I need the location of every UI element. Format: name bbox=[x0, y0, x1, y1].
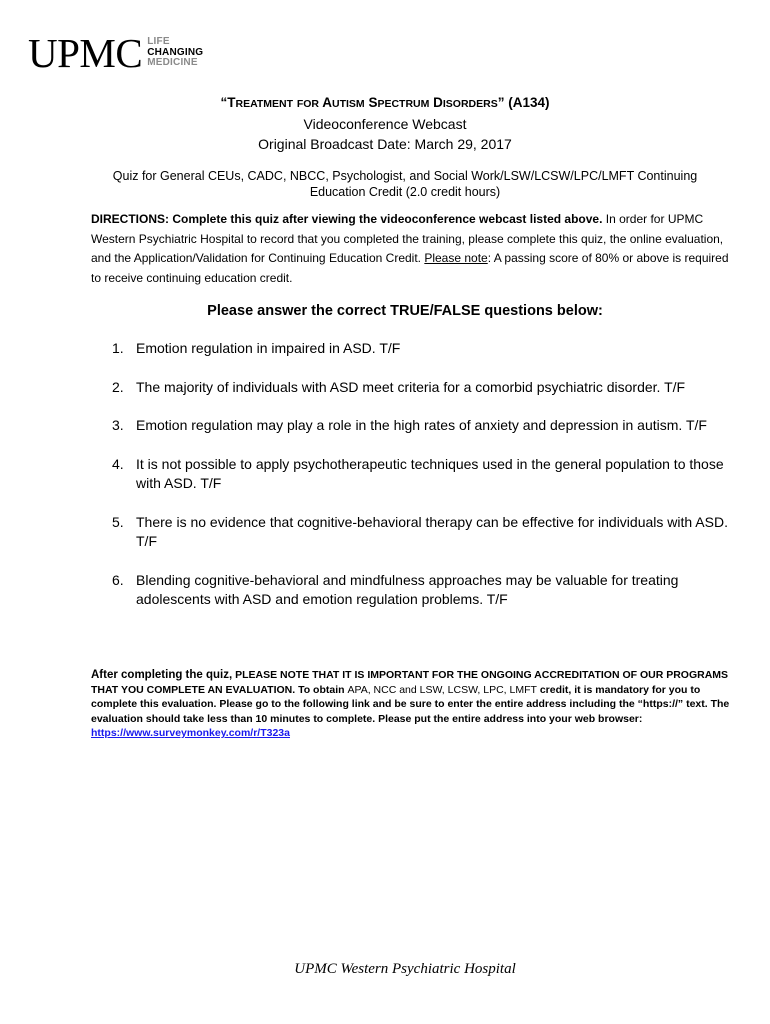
evaluation-instructions bbox=[91, 668, 731, 741]
question-item bbox=[112, 416, 732, 436]
question-text: Blending cognitive-behavioral and mindfulness approaches may be valuable for treating adolescents with ASD and emotion regulation problems. T/F bbox=[136, 571, 679, 607]
question-number: 6. bbox=[112, 571, 124, 588]
question-number: 1. bbox=[112, 340, 124, 356]
question-item bbox=[112, 455, 732, 494]
question-item bbox=[112, 571, 732, 610]
question-number: 3. bbox=[112, 417, 124, 433]
title-block bbox=[0, 93, 770, 154]
question-text: There is no evidence that cognitive-behavioral therapy can be effective for individuals with ASD. T/F bbox=[136, 513, 728, 549]
directions-paragraph bbox=[91, 210, 731, 288]
please-note-label: Please note bbox=[424, 251, 488, 265]
question-text: Emotion regulation may play a role in the high rates of anxiety and depression in autism. T/F bbox=[136, 417, 707, 433]
course-format: Videoconference Webcast bbox=[303, 116, 467, 132]
upmc-logo bbox=[28, 30, 204, 76]
passing-score-text: : A passing score of 80% or above is required to receive continuing education credit. bbox=[91, 251, 729, 285]
question-text: The majority of individuals with ASD meet criteria for a comorbid psychiatric disorder. T/F bbox=[136, 378, 686, 395]
page-footer: UPMC Western Psychiatric Hospital bbox=[294, 961, 516, 977]
logo-tagline-life: LIFE bbox=[147, 36, 170, 47]
directions-text: In order for UPMC Western Psychiatric Hospital to record that you completed the training, please complete this quiz, the online evaluation, and the Application/Validation for Continuing Education Credit. bbox=[91, 212, 724, 265]
broadcast-date: Original Broadcast Date: March 29, 2017 bbox=[258, 136, 512, 152]
logo-wordmark: UPMC bbox=[28, 30, 143, 76]
questions-heading: Please answer the correct TRUE/FALSE questions below: bbox=[207, 303, 603, 319]
evaluation-text-2: credit, it is mandatory for you to complete this evaluation. Please go to the following link and be sure to enter the entire address including the “https://” text. The evaluation should take less than 10 minutes to complete. Please put the entire address into your web browser: bbox=[91, 683, 730, 725]
logo-tagline bbox=[147, 37, 203, 69]
question-list bbox=[112, 339, 732, 629]
survey-link[interactable]: https://www.surveymonkey.com/r/T323a bbox=[91, 727, 290, 739]
evaluation-lead: After completing the quiz, bbox=[91, 669, 233, 681]
question-number: 4. bbox=[112, 455, 124, 472]
question-text: It is not possible to apply psychotherapeutic techniques used in the general population to those with ASD. T/F bbox=[136, 455, 724, 491]
question-number: 2. bbox=[112, 378, 124, 395]
question-item bbox=[112, 378, 732, 398]
question-number: 5. bbox=[112, 513, 124, 530]
logo-tagline-changing: CHANGING bbox=[147, 46, 204, 58]
question-item bbox=[112, 339, 732, 359]
evaluation-text-1: PLEASE NOTE THAT IT IS IMPORTANT FOR THE ONGOING ACCREDITATION OF OUR PROGRAMS THAT YOU COMPLETE AN EVALUATION. To obtain bbox=[91, 669, 729, 696]
directions-lead: DIRECTIONS: Complete this quiz after viewing the videoconference webcast listed above. bbox=[91, 212, 603, 226]
course-title: “TREATMENT FOR AUTISM SPECTRUM DISORDERS” (A134) bbox=[220, 95, 550, 110]
credit-info: Quiz for General CEUs, CADC, NBCC, Psychologist, and Social Work/LSW/LCSW/LPC/LMFT Continuing Education Credit (2.0 credit hours) bbox=[112, 169, 698, 199]
evaluation-credits: APA, NCC and LSW, LCSW, LPC, LMFT bbox=[347, 683, 537, 696]
logo-tagline-medicine: MEDICINE bbox=[147, 57, 198, 68]
question-item bbox=[112, 513, 732, 552]
question-text: Emotion regulation in impaired in ASD. T/F bbox=[136, 340, 401, 356]
